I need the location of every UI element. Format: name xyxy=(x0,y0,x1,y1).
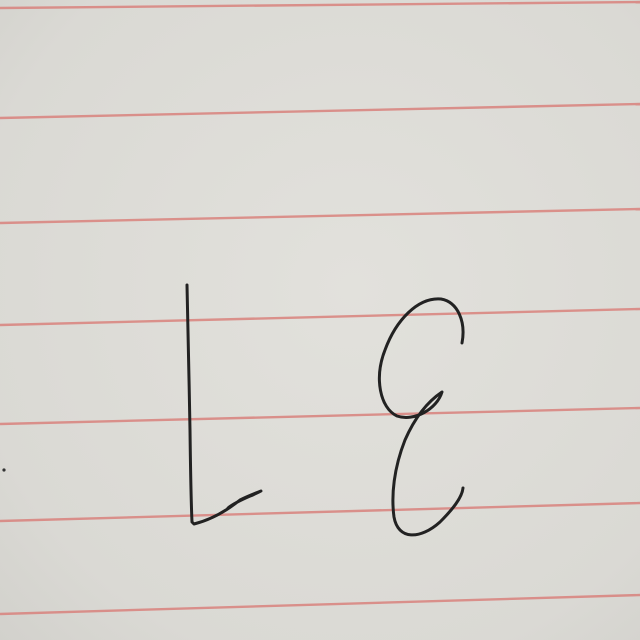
ink-speck xyxy=(2,468,5,471)
